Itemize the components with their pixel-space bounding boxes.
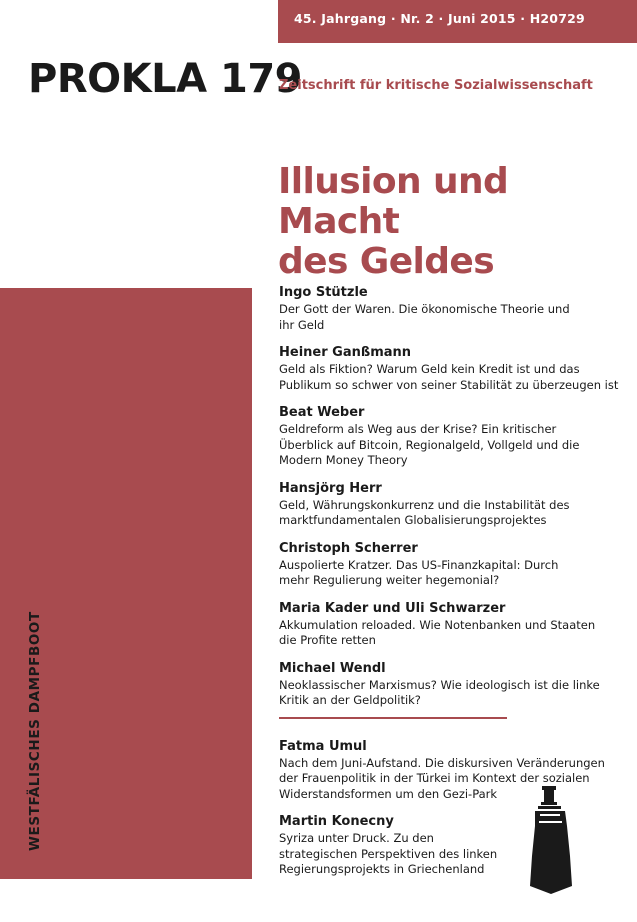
toc-divider <box>279 717 507 719</box>
toc-entry <box>279 405 624 469</box>
journal-subtitle: Zeitschrift für kritische Sozialwissenschaft <box>279 78 593 93</box>
toc-author: Ingo Stützle <box>279 285 368 300</box>
toc-article-title: Syriza unter Druck. Zu den strategischen Perspektiven des linken Regierungsprojekts in Griechenland <box>279 831 498 876</box>
toc-author: Christoph Scherrer <box>279 540 418 556</box>
toc-author: Maria Kader und Uli Schwarzer <box>279 600 506 616</box>
toc-article-title: Geld, Währungskonkurrenz und die Instabilität des marktfundamentalen Globalisierungsprojektes <box>279 497 570 527</box>
toc-entry <box>279 541 624 589</box>
issue-title-line-2: des Geldes <box>278 241 495 282</box>
toc-entry <box>279 661 624 709</box>
toc-author: Fatma Umul <box>279 738 367 754</box>
steamboat-icon <box>527 786 575 894</box>
toc-entry <box>279 285 624 333</box>
toc-author: Beat Weber <box>279 405 365 420</box>
toc-article-title: Auspolierte Kratzer. Das US-Finanzkapital: Durch mehr Regulierung weiter hegemonial? <box>279 557 559 587</box>
toc-entry <box>279 481 624 529</box>
toc-article-title: Neoklassischer Marxismus? Wie ideologisch ist die linke Kritik an der Geldpolitik? <box>279 677 600 707</box>
toc-entry <box>279 345 624 393</box>
toc-article-title: Der Gott der Waren. Die ökonomische Theorie und ihr Geld <box>279 302 570 332</box>
toc-entry <box>279 601 624 649</box>
issue-title <box>278 162 633 282</box>
toc-article-title: Geld als Fiktion? Warum Geld kein Kredit ist und das Publikum so schwer von seiner Stabilität zu überzeugen ist <box>279 362 619 392</box>
toc-author: Martin Konecny <box>279 814 394 829</box>
issue-title-line-1: Illusion und Macht <box>278 161 509 242</box>
toc-article-title: Geldreform als Weg aus der Krise? Ein kritischer Überblick auf Bitcoin, Regionalgeld, Vollgeld und die Modern Money Theory <box>279 422 580 467</box>
toc-article-title: Nach dem Juni-Aufstand. Die diskursiven Veränderungen der Frauenpolitik in der Türkei im Kontext der sozialen Widerstandsformen um den Gezi-Park <box>279 755 605 801</box>
toc-author: Heiner Ganßmann <box>279 345 412 360</box>
toc-author: Michael Wendl <box>279 660 386 676</box>
toc-author: Hansjörg Herr <box>279 480 382 496</box>
journal-title: PROKLA 179 <box>28 56 302 102</box>
issue-info: 45. Jahrgang · Nr. 2 · Juni 2015 · H20729 <box>294 11 585 26</box>
publisher-name: WESTFÄLISCHES DAMPFBOOT <box>27 611 43 851</box>
toc-article-title: Akkumulation reloaded. Wie Notenbanken und Staaten die Profite retten <box>279 617 596 647</box>
